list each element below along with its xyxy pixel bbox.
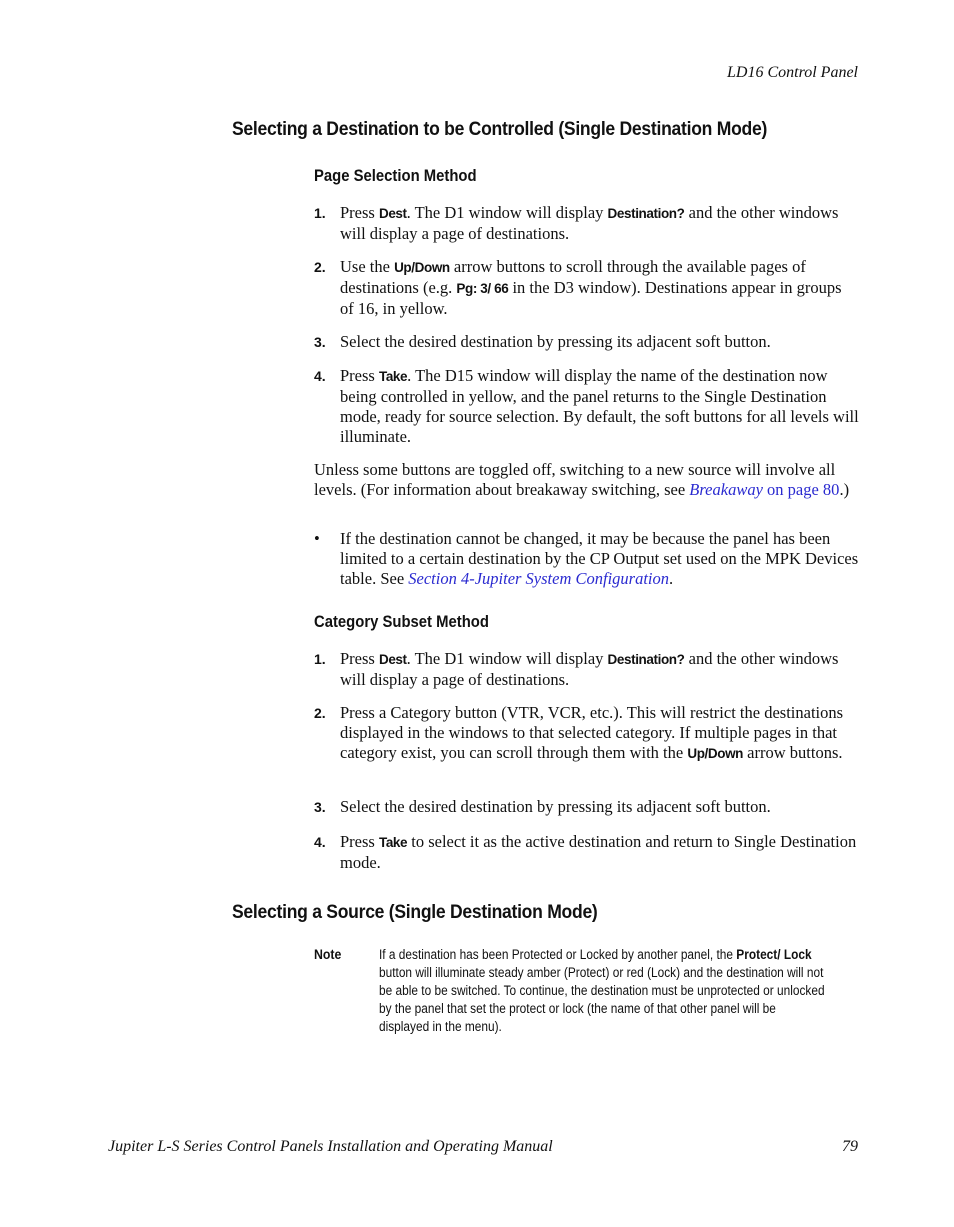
keyword-destination: Destination? bbox=[607, 652, 685, 667]
page-step-1 bbox=[314, 203, 859, 244]
step-text: Select the desired destination by pressing its adjacent soft button. bbox=[340, 797, 771, 816]
page-step-4 bbox=[314, 366, 859, 447]
step-number: 3. bbox=[314, 799, 326, 815]
breakaway-paragraph bbox=[314, 460, 859, 500]
step-text: in the D3 window). Destinations appear in groups of 16, in yellow. bbox=[340, 278, 842, 318]
keyword-up-down: Up/Down bbox=[687, 746, 744, 761]
step-text: Press bbox=[340, 832, 379, 851]
step-text: to select it as the active destination and return to Single Destination mode. bbox=[340, 832, 857, 872]
category-step-1 bbox=[314, 649, 859, 690]
subheading-page-selection: Page Selection Method bbox=[314, 167, 477, 185]
step-text: Press bbox=[340, 649, 379, 668]
paragraph-text: Unless some buttons are toggled off, switching to a new source will involve all levels. (For information about breakaway switching, see bbox=[314, 460, 836, 499]
step-text: . The D1 window will display bbox=[406, 649, 608, 668]
breakaway-link[interactable]: Breakaway bbox=[689, 480, 763, 499]
keyword-destination: Destination? bbox=[607, 206, 685, 221]
bullet-dot: • bbox=[314, 529, 320, 548]
step-text: Press bbox=[340, 203, 379, 222]
step-number: 2. bbox=[314, 705, 326, 721]
section-4-link[interactable]: Section 4-Jupiter System Configuration bbox=[408, 569, 670, 588]
footer-manual-title: Jupiter L-S Series Control Panels Installation and Operating Manual bbox=[108, 1138, 553, 1155]
footer-page-number: 79 bbox=[842, 1138, 858, 1155]
keyword-page-indicator: Pg: 3/ 66 bbox=[456, 281, 509, 296]
step-text: arrow buttons to scroll through the available pages of destinations (e.g. bbox=[340, 257, 806, 297]
step-text: Select the desired destination by pressing its adjacent soft button. bbox=[340, 332, 771, 351]
step-text: . The D1 window will display bbox=[406, 203, 608, 222]
section-title-source: Selecting a Source (Single Destination Mode) bbox=[232, 901, 598, 923]
note-text: button will illuminate steady amber (Protect) or red (Lock) and the destination will not be able to be switched. To continue, the destination must be unprotected or unlocked by the panel that set the protect or lock (the name of that other panel will be displayed in the menu). bbox=[379, 965, 825, 1034]
step-number: 2. bbox=[314, 259, 326, 275]
step-number: 4. bbox=[314, 834, 326, 850]
page-step-3 bbox=[314, 332, 859, 352]
section-title-destination: Selecting a Destination to be Controlled (Single Destination Mode) bbox=[232, 118, 768, 140]
category-step-2 bbox=[314, 703, 859, 764]
keyword-up-down: Up/Down bbox=[394, 260, 450, 275]
paragraph-text: .) bbox=[839, 480, 850, 499]
step-number: 4. bbox=[314, 368, 326, 384]
step-text: . The D15 window will display the name of the destination now being controlled in yellow, and the panel returns to the Single Destination mode, ready for source selection. By default, the soft buttons for all levels will illuminate. bbox=[340, 366, 859, 446]
step-number: 1. bbox=[314, 205, 326, 221]
step-text: and the other windows will display a page of destinations. bbox=[340, 203, 839, 243]
note-label: Note bbox=[314, 946, 342, 962]
note-text: If a destination has been Protected or Locked by another panel, the bbox=[379, 947, 737, 962]
keyword-dest: Dest bbox=[378, 206, 407, 221]
step-number: 1. bbox=[314, 651, 326, 667]
keyword-take: Take bbox=[378, 835, 408, 850]
note-body bbox=[379, 946, 828, 1036]
step-text: and the other windows will display a page of destinations. bbox=[340, 649, 839, 689]
running-header: LD16 Control Panel bbox=[727, 64, 858, 81]
keyword-protect-lock: Protect/ Lock bbox=[736, 947, 812, 962]
page-step-2 bbox=[314, 257, 859, 319]
step-text: arrow buttons. bbox=[743, 743, 843, 762]
step-text: Press bbox=[340, 366, 379, 385]
step-text: Press a Category button (VTR, VCR, etc.). This will restrict the destinations displayed in the windows to that selected category. If multiple pages in that category exist, you can scroll through them with the bbox=[340, 703, 844, 762]
destination-limit-bullet bbox=[314, 529, 859, 589]
bullet-text: If the destination cannot be changed, it may be because the panel has been limited to a certain destination by the CP Output set used on the MPK Devices table. See bbox=[340, 529, 859, 588]
step-text: Use the bbox=[340, 257, 395, 276]
category-step-4 bbox=[314, 832, 859, 873]
bullet-text: . bbox=[669, 569, 674, 588]
category-step-3 bbox=[314, 797, 859, 817]
step-number: 3. bbox=[314, 334, 326, 350]
page-80-link[interactable]: on page 80 bbox=[762, 480, 840, 499]
keyword-take: Take bbox=[378, 369, 408, 384]
keyword-dest: Dest bbox=[378, 652, 407, 667]
subheading-category-subset: Category Subset Method bbox=[314, 613, 489, 631]
